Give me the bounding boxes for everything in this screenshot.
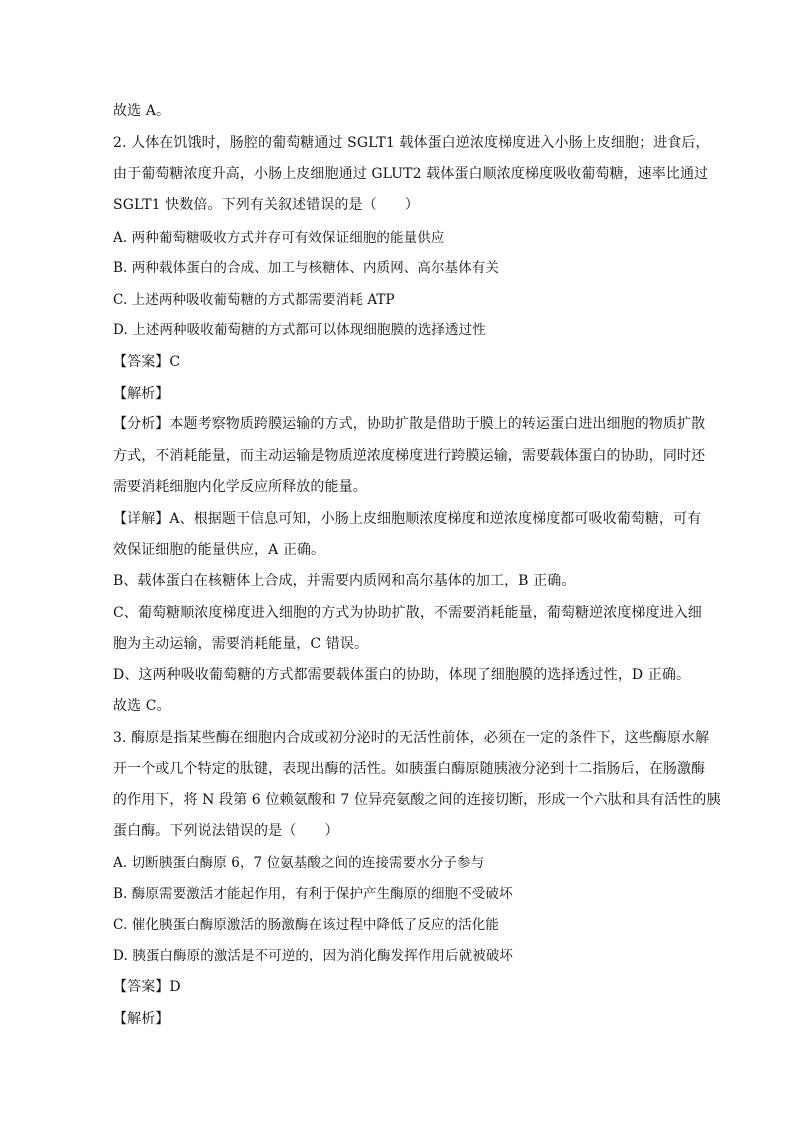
q2-detail-line-3: B、载体蛋白在核糖体上合成，并需要内质网和高尔基体的加工，B 正确。	[113, 573, 576, 589]
q2-analysis-label: 【解析】	[113, 386, 170, 402]
q2-detail-line-1: 【详解】A、根据题干信息可知，小肠上皮细胞顺浓度梯度和逆浓度梯度都可吸收葡萄糖，可有	[113, 511, 702, 527]
q2-detail-line-5: 胞为主动运输，需要消耗能量，C 错误。	[113, 636, 369, 652]
q2-answer: 【答案】C	[113, 354, 181, 370]
q2-option-c: C. 上述两种吸收葡萄糖的方式都需要消耗 ATP	[113, 292, 395, 308]
q2-fenxi-line-2: 方式，不消耗能量，而主动运输是物质逆浓度梯度进行跨膜运输，需要载体蛋白的协助，同时还	[113, 448, 706, 464]
q3-analysis-label: 【解析】	[113, 1011, 170, 1027]
q3-option-a: A. 切断胰蛋白酶原 6，7 位氨基酸之间的连接需要水分子参与	[113, 855, 485, 871]
q3-stem-line-1: 3. 酶原是指某些酶在细胞内合成或初分泌时的无活性前体，必须在一定的条件下，这些酶原水解	[113, 730, 710, 746]
q3-stem-line-2: 开一个或几个特定的肽键，表现出酶的活性。如胰蛋白酶原随胰液分泌到十二指肠后，在肠激酶	[113, 761, 706, 777]
q3-option-c: C. 催化胰蛋白酶原激活的肠激酶在该过程中降低了反应的活化能	[113, 917, 499, 933]
q2-fenxi-line-1: 【分析】本题考察物质跨膜运输的方式，协助扩散是借助于膜上的转运蛋白进出细胞的物质扩散	[113, 416, 706, 432]
q2-option-a: A. 两种葡萄糖吸收方式并存可有效保证细胞的能量供应	[113, 230, 445, 246]
q3-stem-line-4: 蛋白酶。下列说法错误的是（ ）	[113, 823, 339, 839]
q3-answer: 【答案】D	[113, 979, 181, 995]
q2-option-b: B. 两种载体蛋白的合成、加工与核糖体、内质网、高尔基体有关	[113, 260, 500, 276]
q2-detail-line-6: D、这两种吸收葡萄糖的方式都需要载体蛋白的协助，体现了细胞膜的选择透过性，D 正确。	[113, 667, 691, 683]
q2-stem-line-1: 2. 人体在饥饿时，肠腔的葡萄糖通过 SGLT1 载体蛋白逆浓度梯度进入小肠上皮细胞；进食后，	[113, 135, 710, 151]
q2-detail-line-4: C、葡萄糖顺浓度梯度进入细胞的方式为协助扩散，不需要消耗能量，葡萄糖逆浓度梯度进入细	[113, 605, 702, 621]
q2-option-d: D. 上述两种吸收葡萄糖的方式都可以体现细胞膜的选择透过性	[113, 322, 486, 338]
q2-fenxi-line-3: 需要消耗细胞内化学反应所释放的能量。	[113, 479, 367, 495]
q3-option-d: D. 胰蛋白酶原的激活是不可逆的，因为消化酶发挥作用后就被破坏	[113, 948, 514, 964]
q3-stem-line-3: 的作用下，将 N 段第 6 位赖氨酸和 7 位异亮氨酸之间的连接切断，形成一个六肽和具有活性的胰	[113, 792, 721, 808]
q2-conclusion: 故选 C。	[113, 698, 171, 714]
q2-stem-line-2: 由于葡萄糖浓度升高，小肠上皮细胞通过 GLUT2 载体蛋白顺浓度梯度吸收葡萄糖，速率比通过	[113, 166, 709, 182]
q2-stem-line-3: SGLT1 快数倍。下列有关叙述错误的是（ ）	[113, 197, 420, 213]
q2-detail-line-2: 效保证细胞的能量供应，A 正确。	[113, 542, 326, 558]
q3-option-b: B. 酶原需要激活才能起作用，有利于保护产生酶原的细胞不受破坏	[113, 886, 513, 902]
q1-conclusion: 故选 A。	[113, 103, 171, 119]
